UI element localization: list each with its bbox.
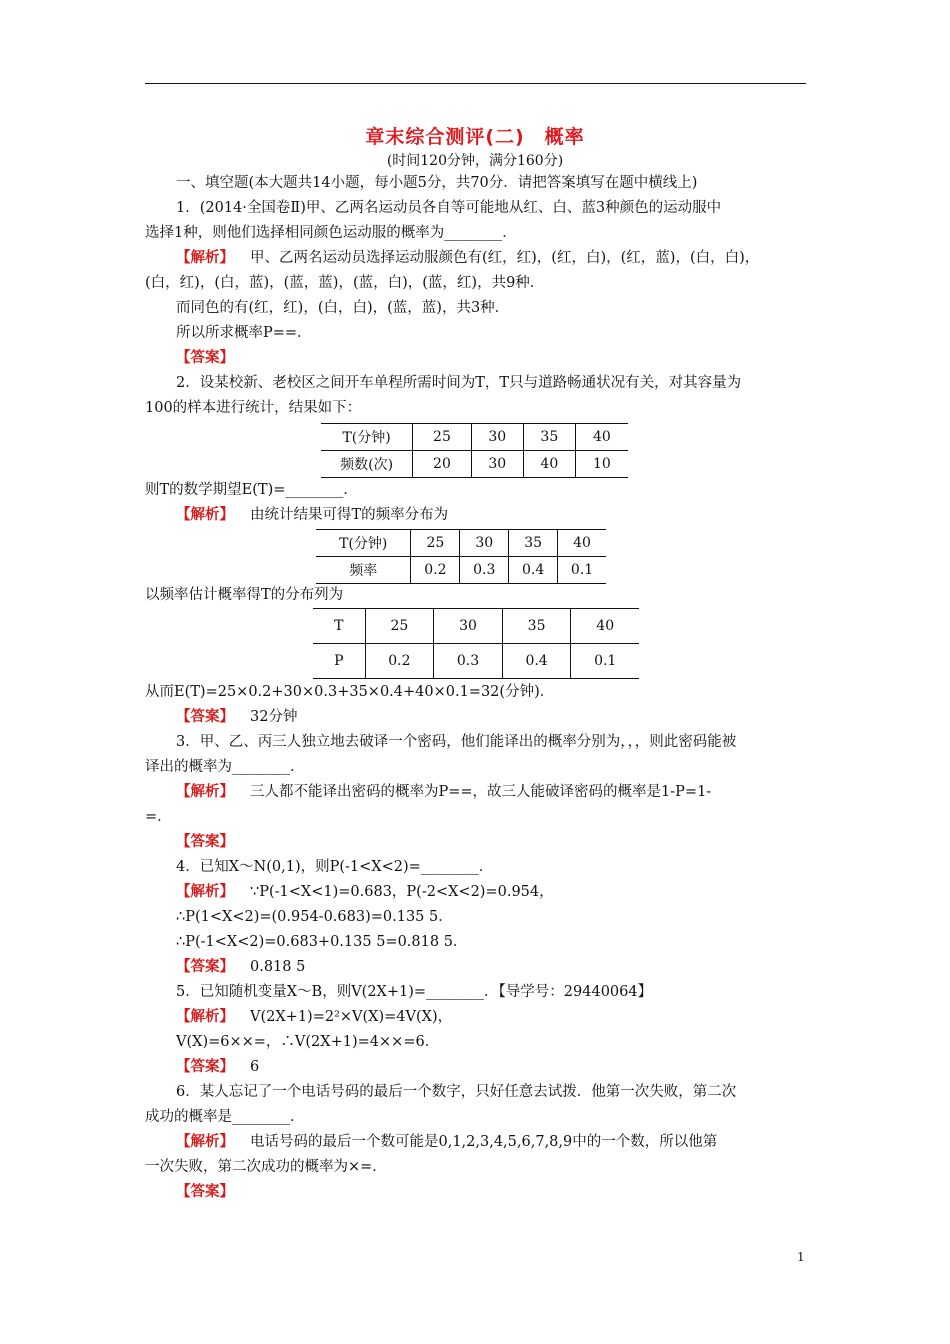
- question-2-line-3: 则T的数学期望E(T)=________．: [145, 482, 358, 498]
- question-1-answer: [176, 348, 234, 368]
- question-5-answer: 【答案】 6: [176, 1059, 260, 1075]
- question-5-solution-line-1: 【解析】 V(2X+1)=2²×V(X)=4V(X)，: [176, 1009, 453, 1025]
- question-1-solution-line-4: 所以所求概率P==．: [176, 325, 312, 341]
- question-2-line-2: 100的样本进行统计，结果如下：: [145, 400, 362, 416]
- question-4-answer: 【答案】 0.818 5: [176, 959, 306, 975]
- question-3-solution-line-1: 【解析】 三人都不能译出密码的概率为P==，故三人能破译密码的概率是1-P=1-: [176, 784, 712, 800]
- question-1-line-1: 1．(2014·全国卷Ⅱ)甲、乙两名运动员各自等可能地从红、白、蓝3种颜色的运动服中: [176, 200, 722, 216]
- question-3-solution-line-2: =．: [145, 809, 172, 825]
- question-6-answer: 【答案】: [176, 1184, 234, 1200]
- page-number: 1: [797, 1250, 805, 1264]
- question-5-solution-line-2: V(X)=6××=，∴V(2X+1)=4××=6．: [176, 1034, 440, 1050]
- question-1-solution-line-1: 【解析】 甲、乙两名运动员选择运动服颜色有(红，红)，(红，白)，(红，蓝)，(白，白)，: [176, 250, 760, 266]
- question-5-line-1: 5．已知随机变量X～B，则V(2X+1)=________．【导学号：29440064】: [176, 984, 653, 1000]
- header-rule: [145, 83, 806, 84]
- table-probability-distribution: T 25 30 35 40 P 0.2 0.3 0.4 0.1: [313, 608, 639, 679]
- question-2-answer: 【答案】 32分钟: [176, 709, 298, 725]
- question-2-solution-line-3: 从而E(T)=25×0.2+30×0.3+35×0.4+40×0.1=32(分钟)．: [145, 684, 555, 700]
- question-3-line-1: 3．甲、乙、丙三人独立地去破译一个密码，他们能译出的概率分别为，，，则此密码能被: [176, 734, 737, 750]
- question-4-solution-line-2: ∴P(1<X<2)=(0.954-0.683)=0.135 5．: [176, 909, 453, 925]
- question-3-line-2: 译出的概率为________．: [145, 759, 305, 775]
- page-title: 章末综合测评(二) 概率: [365, 126, 585, 148]
- question-3-answer: 【答案】: [176, 834, 234, 850]
- table-frequency-distribution: T(分钟) 25 30 35 40 频率 0.2 0.3 0.4 0.1: [316, 529, 606, 584]
- daan-label: 【答案】: [176, 350, 234, 366]
- question-2-line-1: 2．设某校新、老校区之间开车单程所需时间为T，T只与道路畅通状况有关，对其容量为: [176, 375, 742, 391]
- section-heading: 一、填空题(本大题共14小题，每小题5分，共70分．请把答案填写在题中横线上): [176, 175, 698, 191]
- question-4-solution-line-1: 【解析】 ∵P(-1<X<1)=0.683，P(-2<X<2)=0.954，: [176, 884, 554, 900]
- jiexi-label: 【解析】: [176, 250, 234, 266]
- question-1-solution-line-3: 而同色的有(红，红)，(白，白)，(蓝，蓝)，共3种．: [176, 300, 510, 316]
- question-6-line-2: 成功的概率是________．: [145, 1109, 305, 1125]
- question-2-solution-line-2: 以频率估计概率得T的分布列为: [145, 587, 344, 603]
- question-6-line-1: 6．某人忘记了一个电话号码的最后一个数字，只好任意去试拨．他第一次失败，第二次: [176, 1084, 737, 1100]
- table-frequency-count: T(分钟) 25 30 35 40 频数(次) 20 30 40 10: [321, 423, 628, 478]
- question-1-solution-line-2: (白，红)，(白，蓝)，(蓝，蓝)，(蓝，白)，(蓝，红)，共9种．: [145, 275, 545, 291]
- question-1-line-2: 选择1种，则他们选择相同颜色运动服的概率为________．: [145, 225, 517, 241]
- page-subtitle: (时间120分钟，满分160分): [386, 153, 564, 169]
- question-2-solution-line-1: 【解析】 由统计结果可得T的频率分布为: [176, 507, 449, 523]
- question-6-solution-line-2: 一次失败，第二次成功的概率为×=．: [145, 1159, 387, 1175]
- question-6-solution-line-1: 【解析】 电话号码的最后一个数可能是0,1,2,3,4,5,6,7,8,9中的一个数，所以他第: [176, 1134, 718, 1150]
- question-4-line-1: 4．已知X～N(0,1)，则P(-1<X<2)=________．: [176, 859, 494, 875]
- question-4-solution-line-3: ∴P(-1<X<2)=0.683+0.135 5=0.818 5．: [176, 934, 468, 950]
